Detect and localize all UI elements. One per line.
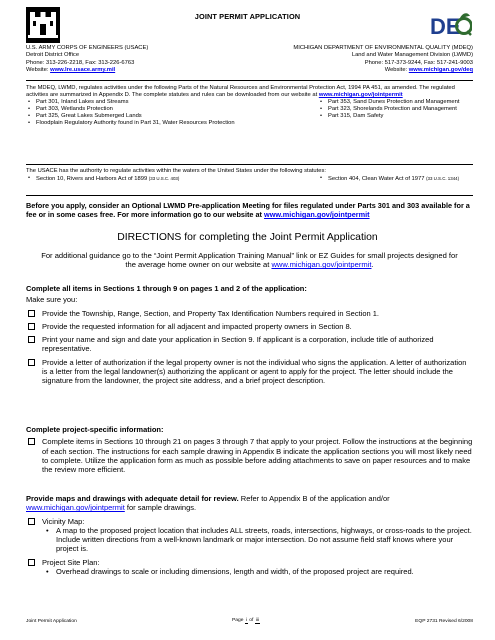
divider — [26, 195, 473, 196]
usace-agency-name: U.S. ARMY CORPS OF ENGINEERS (USACE) — [26, 45, 149, 51]
project-specific-heading: Complete project-specific information: — [26, 425, 164, 434]
agency-header — [26, 45, 473, 74]
checkbox-icon — [28, 559, 35, 566]
usace-regulations-section — [26, 168, 473, 183]
usace-intro-text: The USACE has the authority to regulate activities within the waters of the United States under the following statutes: — [26, 168, 326, 174]
usace-website-label: Website: — [26, 66, 49, 73]
mdeq-intro-link[interactable]: www.michigan.gov/jointpermit — [318, 92, 403, 99]
make-sure-label: Make sure you: — [26, 295, 78, 305]
checkbox-icon — [28, 336, 35, 343]
mdeq-logo-icon — [430, 4, 472, 44]
maps-drawings-instructions — [26, 494, 473, 576]
checklist-item: Provide the Township, Range, Section, and Property Tax Identification Numbers required in Section 1. — [26, 309, 473, 318]
usace-website-link[interactable]: www.lre.usace.army.mil — [50, 66, 116, 73]
list-item: • Part 325, Great Lakes Submerged Lands — [26, 113, 318, 120]
list-item: • A map to the proposed project location that includes ALL streets, roads, intersections, highways, or cross-roads to the project. Include written directions from a well-known landmark or major intersection. Do not assume field staff knows where your project is. — [26, 526, 473, 554]
divider — [26, 164, 473, 165]
document-title: JOINT PERMIT APPLICATION — [194, 12, 301, 21]
list-item: • Part 353, Sand Dunes Protection and Management — [318, 99, 459, 106]
maps-intro: Provide maps and drawings with adequate detail for review. Refer to Appendix B of the application and/or www.michigan.gov/jointpermit for sample drawings. — [26, 494, 390, 513]
list-item: • Section 10, Rivers and Harbors Act of 1899 (33 U.S.C. 403) — [26, 175, 318, 183]
page-footer — [26, 618, 473, 624]
checkbox-icon — [28, 323, 35, 330]
list-item: • Section 404, Clean Water Act of 1977 (33 U.S.C. 1344) — [318, 175, 459, 183]
sections-1-9-instructions — [26, 284, 473, 386]
list-item: • Floodplain Regulatory Authority found in Part 31, Water Resources Protection — [26, 120, 318, 127]
checkbox-icon — [28, 359, 35, 366]
mdeq-regulations-section — [26, 85, 473, 128]
directions-intro: For additional guidance go to the “Joint Permit Application Training Manual” link or EZ Guides for small projects designed for the average home owner on our website at www.michigan.gov/jointpermit. — [41, 251, 458, 270]
maps-link[interactable]: www.michigan.gov/jointpermit — [26, 503, 125, 513]
checkbox-icon — [28, 310, 35, 317]
mdeq-phone: Phone: 517-373-9244, Fax: 517-241-9003 — [364, 59, 473, 66]
checklist-item: Provide a letter of authorization if the legal property owner is not the individual who signs the application. A letter of authorization is a letter from the legal landowner(s) authorizing the applicant or agent to apply for the project. The letter should include the signature from the landowner, the project site address, and a brief project description. — [26, 358, 473, 386]
pre-application-announcement — [26, 201, 473, 220]
mdeq-website-link[interactable]: www.michigan.gov/deq — [408, 66, 473, 73]
mdeq-parts-list — [26, 99, 473, 127]
usace-statutes-list — [26, 175, 473, 183]
usace-contact — [26, 45, 148, 74]
announcement-link[interactable]: www.michigan.gov/jointpermit — [264, 210, 370, 220]
list-item: • Part 315, Dam Safety — [318, 113, 459, 120]
svg-text:DE: DE — [430, 14, 461, 39]
checklist-item: Print your name and sign and date your application in Section 9. If applicant is a corporation, include title of authorized representative. — [26, 335, 473, 354]
announcement-text: Before you apply, consider an Optional LWMD Pre-application Meeting for files regulated under Parts 301 and 303 available for a fee or in some cases free. For more information go to our website at — [26, 201, 470, 220]
usace-office: Detroit District Office — [26, 52, 80, 59]
usace-phone: Phone: 313-226-2218, Fax: 313-226-6763 — [26, 59, 135, 66]
mdeq-contact — [293, 45, 473, 74]
directions-link[interactable]: www.michigan.gov/jointpermit — [271, 260, 372, 270]
checklist-item: Complete items in Sections 10 through 21 on pages 3 through 7 that apply to your project. Follow the instructions at the beginning of each section. The instructions for each sample drawing in Appendix B indicate the application sections you will most likely need to complete. Utilize the application form as much as possible before adding attachments to save on paper resources and to make the review more efficient. — [26, 437, 473, 474]
checklist-item: Vicinity Map: — [26, 517, 473, 526]
mdeq-website-label: Website: — [384, 66, 408, 73]
directions-title: DIRECTIONS for completing the Joint Permit Application — [117, 232, 378, 243]
divider — [26, 80, 473, 81]
sections-1-9-heading: Complete all items in Sections 1 through 9 on pages 1 and 2 of the application: — [26, 284, 307, 293]
mdeq-division: Land and Water Management Division (LWMD) — [351, 52, 473, 59]
list-item: • Part 323, Shorelands Protection and Management — [318, 106, 459, 113]
checkbox-icon — [28, 438, 35, 445]
list-item: • Part 301, Inland Lakes and Streams — [26, 99, 318, 106]
mdeq-intro-text: The MDEQ, LWMD, regulates activities under the following Parts of the Natural Resources and Environmental Protection Act, 1994 PA 451, as amended. The regulated activities are summarized in Appendix D. The complete statutes and rules can be downloaded from our website at — [26, 85, 455, 99]
list-item: • Part 303, Wetlands Protection — [26, 106, 318, 113]
checklist-item: Provide the requested information for all adjacent and impacted property owners in Section 8. — [26, 322, 473, 331]
mdeq-agency-name: MICHIGAN DEPARTMENT OF ENVIRONMENTAL QUALITY (MDEQ) — [293, 45, 473, 51]
list-item: • Overhead drawings to scale or including dimensions, length and width, of the proposed project are required. — [26, 567, 473, 576]
footer-right: EQP 2731 Revised 6/2008 — [415, 618, 473, 624]
maps-heading: Provide maps and drawings with adequate detail for review. — [26, 494, 239, 503]
footer-left: Joint Permit Application — [26, 618, 77, 624]
checklist-item: Project Site Plan: — [26, 558, 473, 567]
checkbox-icon — [28, 518, 35, 525]
project-specific-instructions — [26, 425, 473, 474]
page-number: Page i of iii — [232, 618, 259, 623]
